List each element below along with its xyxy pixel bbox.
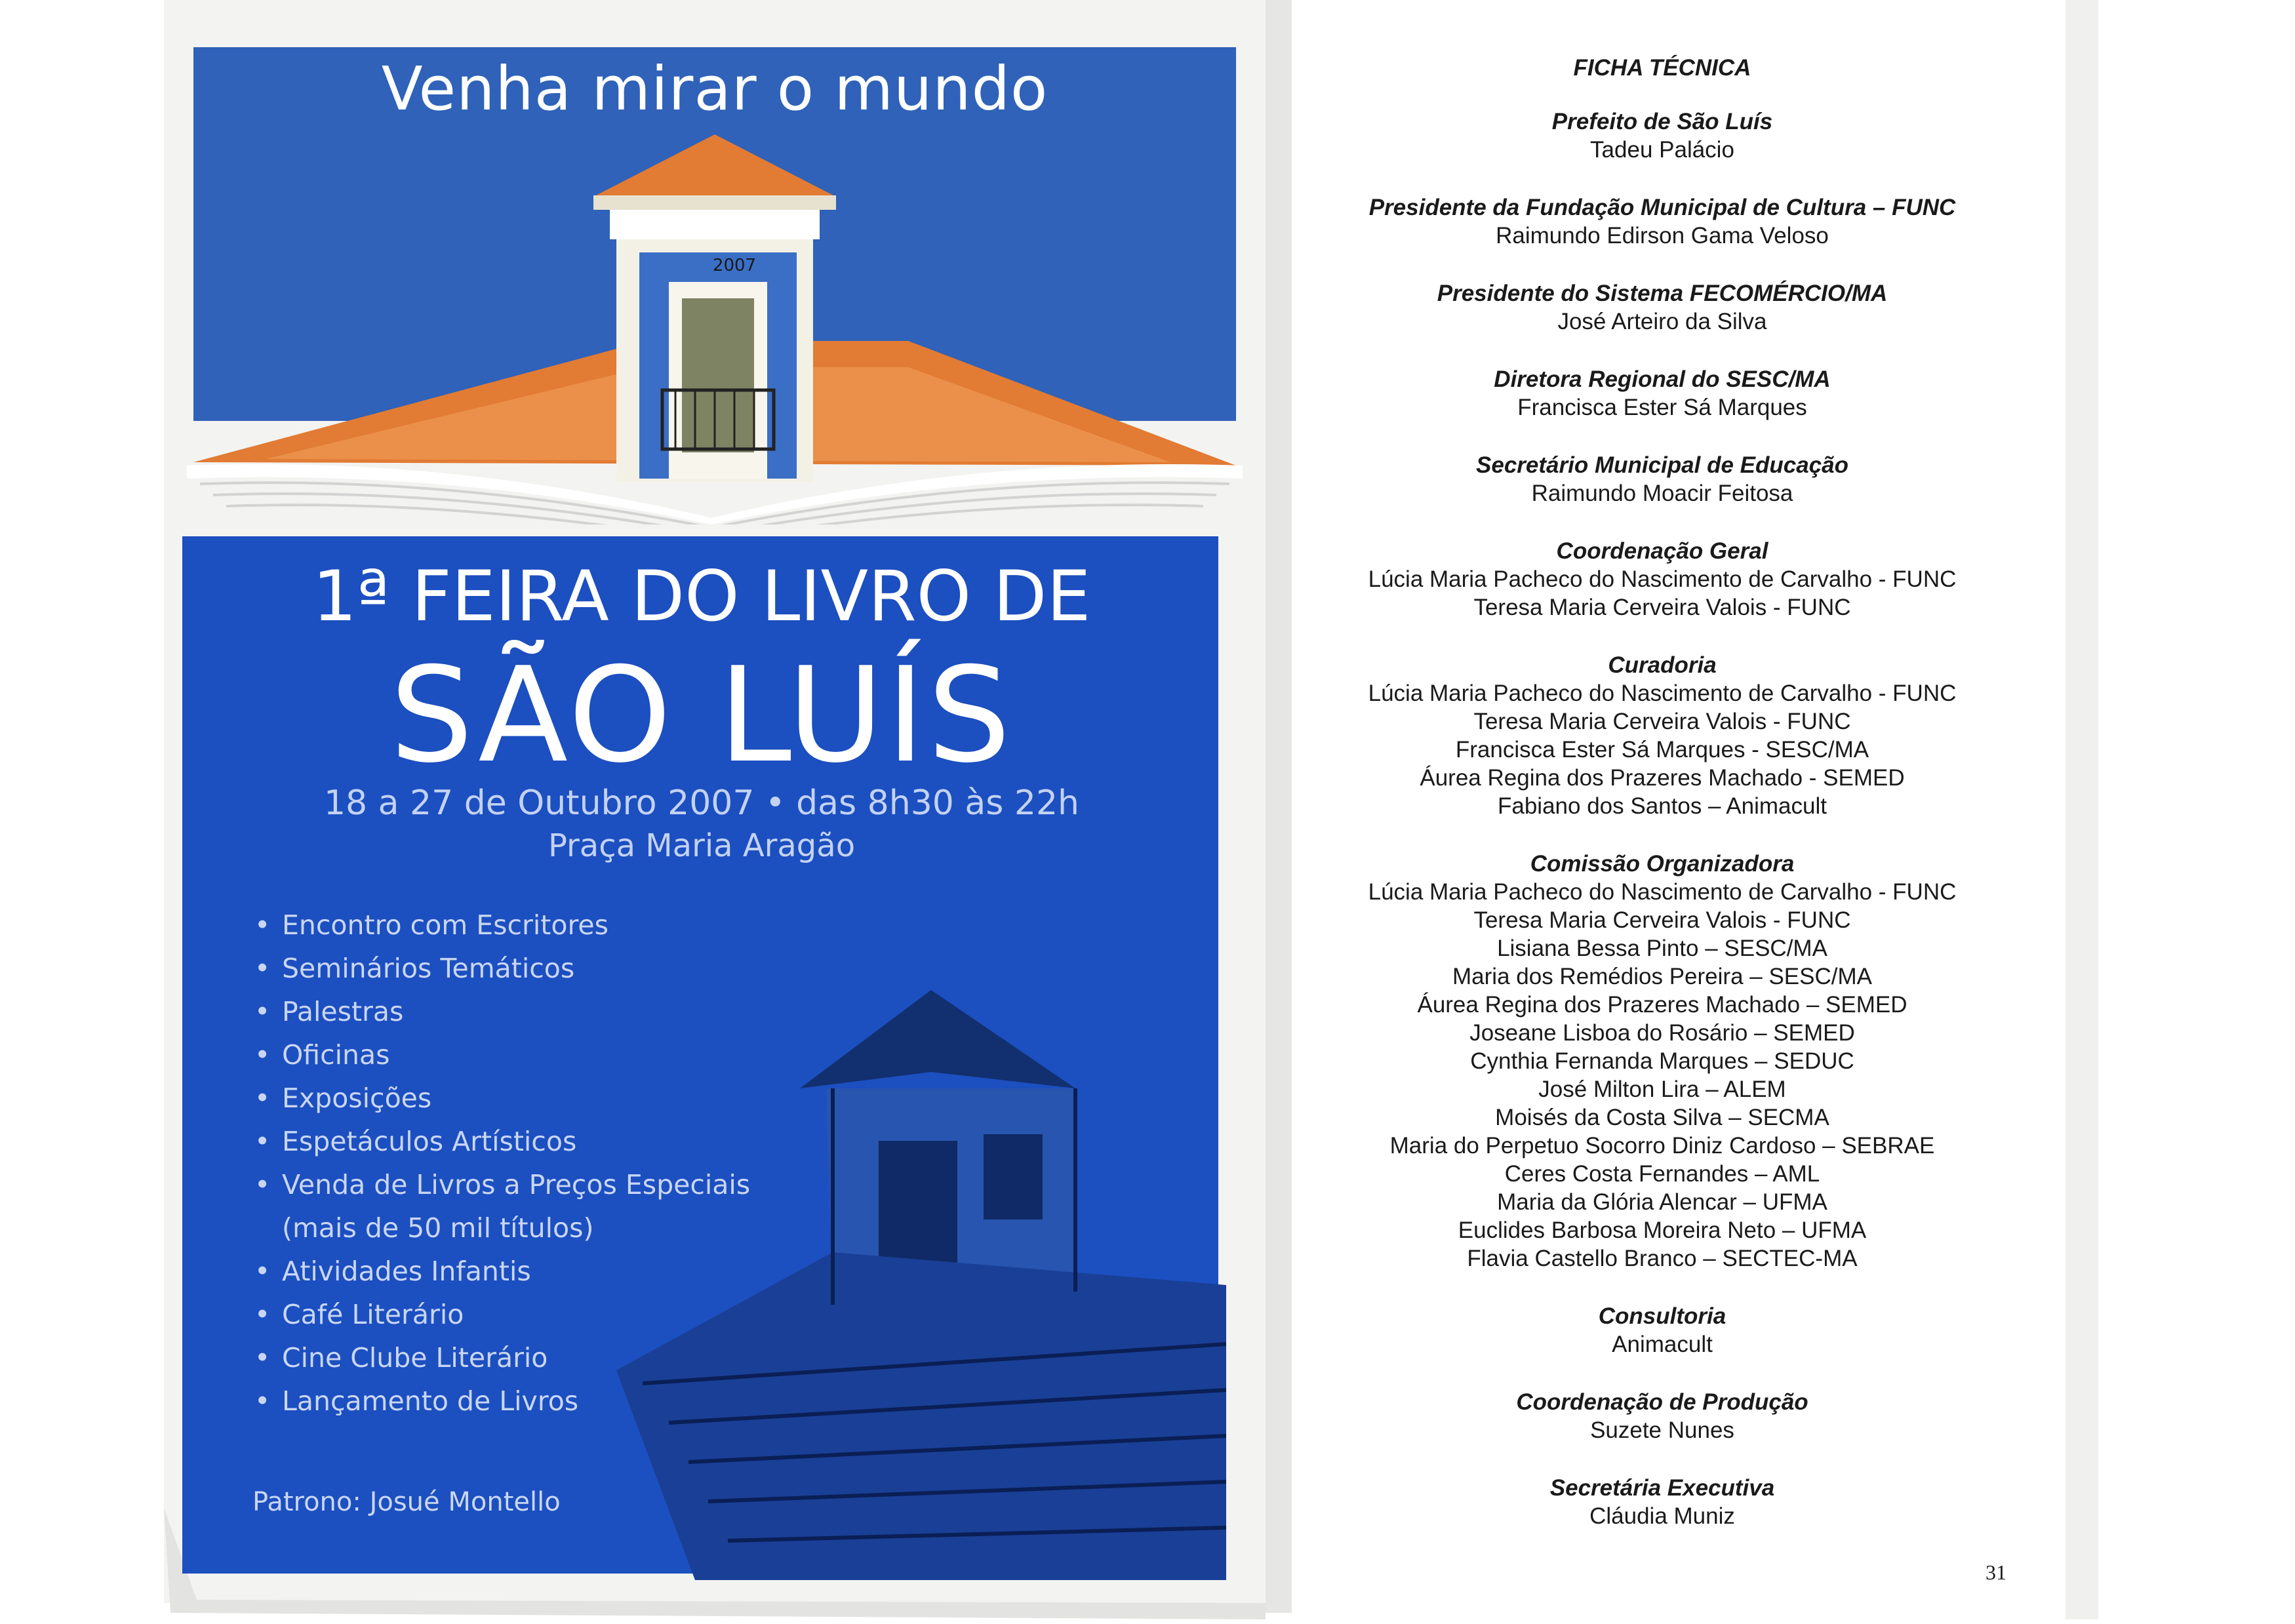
credit-line: Fabiano dos Santos – Animacult	[1498, 793, 1827, 819]
credit-section	[1285, 1302, 2039, 1358]
activity-note: (mais de 50 mil títulos)	[282, 1212, 594, 1244]
list-item	[254, 1163, 845, 1206]
section-heading: Consultoria	[1598, 1303, 1726, 1329]
bullet-icon: •	[254, 1039, 271, 1071]
patron-credit: Patrono: Josué Montello	[252, 1487, 561, 1517]
section-heading: Prefeito de São Luís	[1551, 109, 1773, 134]
bullet-icon: •	[254, 1342, 271, 1374]
list-item	[254, 1250, 845, 1293]
section-heading: Diretora Regional do SESC/MA	[1494, 366, 1831, 392]
credit-line: Cláudia Muniz	[1589, 1503, 1735, 1529]
credit-section	[1285, 537, 2039, 622]
bullet-icon: •	[254, 996, 271, 1027]
activity-label: Atividades Infantis	[282, 1256, 531, 1287]
event-venue: Praça Maria Aragão	[548, 827, 856, 864]
credit-section	[1285, 1474, 2039, 1530]
credit-line: Teresa Maria Cerveira Valois - FUNC	[1473, 907, 1851, 933]
activity-label: Lançamento de Livros	[282, 1385, 579, 1417]
list-item	[254, 1120, 845, 1163]
list-item	[254, 990, 845, 1033]
tower-year-label: 2007	[712, 256, 757, 275]
credit-section	[1285, 279, 2039, 336]
list-item	[254, 947, 845, 990]
activity-label: Cine Clube Literário	[282, 1342, 548, 1374]
credit-line: Maria da Glória Alencar – UFMA	[1497, 1189, 1827, 1215]
section-heading: Secretário Municipal de Educação	[1476, 452, 1848, 478]
credit-line: Suzete Nunes	[1590, 1417, 1734, 1443]
credit-line: Animacult	[1612, 1332, 1713, 1357]
credit-line: Tadeu Palácio	[1590, 137, 1734, 163]
credit-line: Lúcia Maria Pacheco do Nascimento de Carvalho - FUNC	[1368, 879, 1957, 905]
city-title: SÃO LUÍS	[389, 639, 1014, 792]
credit-section	[1285, 1388, 2039, 1444]
credit-line: Flavia Castello Branco – SECTEC-MA	[1467, 1246, 1858, 1271]
event-dates: 18 a 27 de Outubro 2007 • das 8h30 às 22h	[323, 783, 1080, 823]
credit-line: Teresa Maria Cerveira Valois - FUNC	[1473, 595, 1851, 620]
credit-line: Cynthia Fernanda Marques – SEDUC	[1470, 1048, 1854, 1074]
credit-section	[1285, 108, 2039, 164]
credit-line: Lúcia Maria Pacheco do Nascimento de Carvalho - FUNC	[1368, 566, 1957, 592]
credit-section	[1285, 365, 2039, 422]
list-item	[254, 1336, 845, 1379]
list-item	[254, 903, 845, 947]
section-heading: Curadoria	[1608, 652, 1717, 678]
credit-line: Teresa Maria Cerveira Valois - FUNC	[1473, 709, 1851, 734]
activity-label: Seminários Temáticos	[282, 953, 575, 984]
bullet-icon: •	[254, 909, 271, 941]
bullet-icon: •	[254, 1082, 271, 1114]
bullet-icon: •	[254, 953, 271, 984]
section-heading: Secretária Executiva	[1549, 1475, 1775, 1501]
activity-label: Espetáculos Artísticos	[282, 1126, 577, 1157]
bullet-icon: •	[254, 1169, 271, 1200]
bullet-icon: •	[254, 1385, 271, 1417]
credit-line: José Milton Lira – ALEM	[1538, 1077, 1786, 1102]
credit-line: Áurea Regina dos Prazeres Machado - SEMED	[1420, 765, 1905, 791]
section-heading: Coordenação de Produção	[1516, 1389, 1808, 1415]
credit-line: Raimundo Moacir Feitosa	[1531, 481, 1793, 506]
credit-section	[1285, 193, 2039, 250]
ficha-title: FICHA TÉCNICA	[1573, 55, 1751, 81]
section-heading: Comissão Organizadora	[1530, 851, 1795, 877]
credit-line: Joseane Lisboa do Rosário – SEMED	[1469, 1020, 1855, 1046]
credit-line: Francisca Ester Sá Marques - SESC/MA	[1455, 737, 1869, 762]
credit-line: Lúcia Maria Pacheco do Nascimento de Carvalho - FUNC	[1368, 681, 1957, 706]
section-heading: Presidente do Sistema FECOMÉRCIO/MA	[1437, 281, 1888, 306]
activity-label: Encontro com Escritores	[282, 909, 609, 941]
credit-line: Lisiana Bessa Pinto – SESC/MA	[1497, 936, 1827, 961]
house-roof-illustration	[187, 125, 1243, 525]
list-item	[254, 1077, 845, 1120]
credit-section	[1285, 451, 2039, 507]
section-heading: Presidente da Fundação Municipal de Cultura – FUNC	[1368, 195, 1956, 220]
list-item	[254, 1033, 845, 1077]
section-heading: Coordenação Geral	[1556, 538, 1768, 564]
activity-label: Exposições	[282, 1082, 432, 1114]
ficha-tecnica	[1285, 54, 2039, 1560]
credit-line: José Arteiro da Silva	[1557, 309, 1767, 334]
list-item	[254, 1379, 845, 1423]
credit-line: Euclides Barbosa Moreira Neto – UFMA	[1458, 1218, 1867, 1243]
bullet-icon: •	[254, 1299, 271, 1330]
page-number: 31	[1986, 1560, 2006, 1584]
credit-section	[1285, 651, 2039, 820]
credit-line: Maria do Perpetuo Socorro Diniz Cardoso – SEBRAE	[1389, 1133, 1935, 1159]
credit-line: Francisca Ester Sá Marques	[1517, 395, 1807, 420]
activity-label: Palestras	[282, 996, 404, 1027]
activities-list	[254, 903, 845, 1423]
credit-line: Áurea Regina dos Prazeres Machado – SEMED	[1417, 992, 1907, 1018]
credit-line: Maria dos Remédios Pereira – SESC/MA	[1452, 964, 1872, 989]
list-item	[254, 1293, 845, 1336]
credit-line: Moisés da Costa Silva – SECMA	[1495, 1105, 1829, 1130]
bullet-icon: •	[254, 1126, 271, 1157]
activity-label: Oficinas	[282, 1039, 390, 1071]
credit-line: Raimundo Edirson Gama Veloso	[1496, 223, 1829, 248]
fair-title: 1ª FEIRA DO LIVRO DE	[312, 556, 1091, 637]
activity-label: Café Literário	[282, 1299, 464, 1330]
activity-label: Venda de Livros a Preços Especiais	[282, 1169, 751, 1200]
poster-tagline: Venha mirar o mundo	[381, 54, 1048, 124]
bullet-icon: •	[254, 1256, 271, 1287]
credit-line: Ceres Costa Fernandes – AML	[1504, 1161, 1820, 1187]
credit-section	[1285, 850, 2039, 1273]
